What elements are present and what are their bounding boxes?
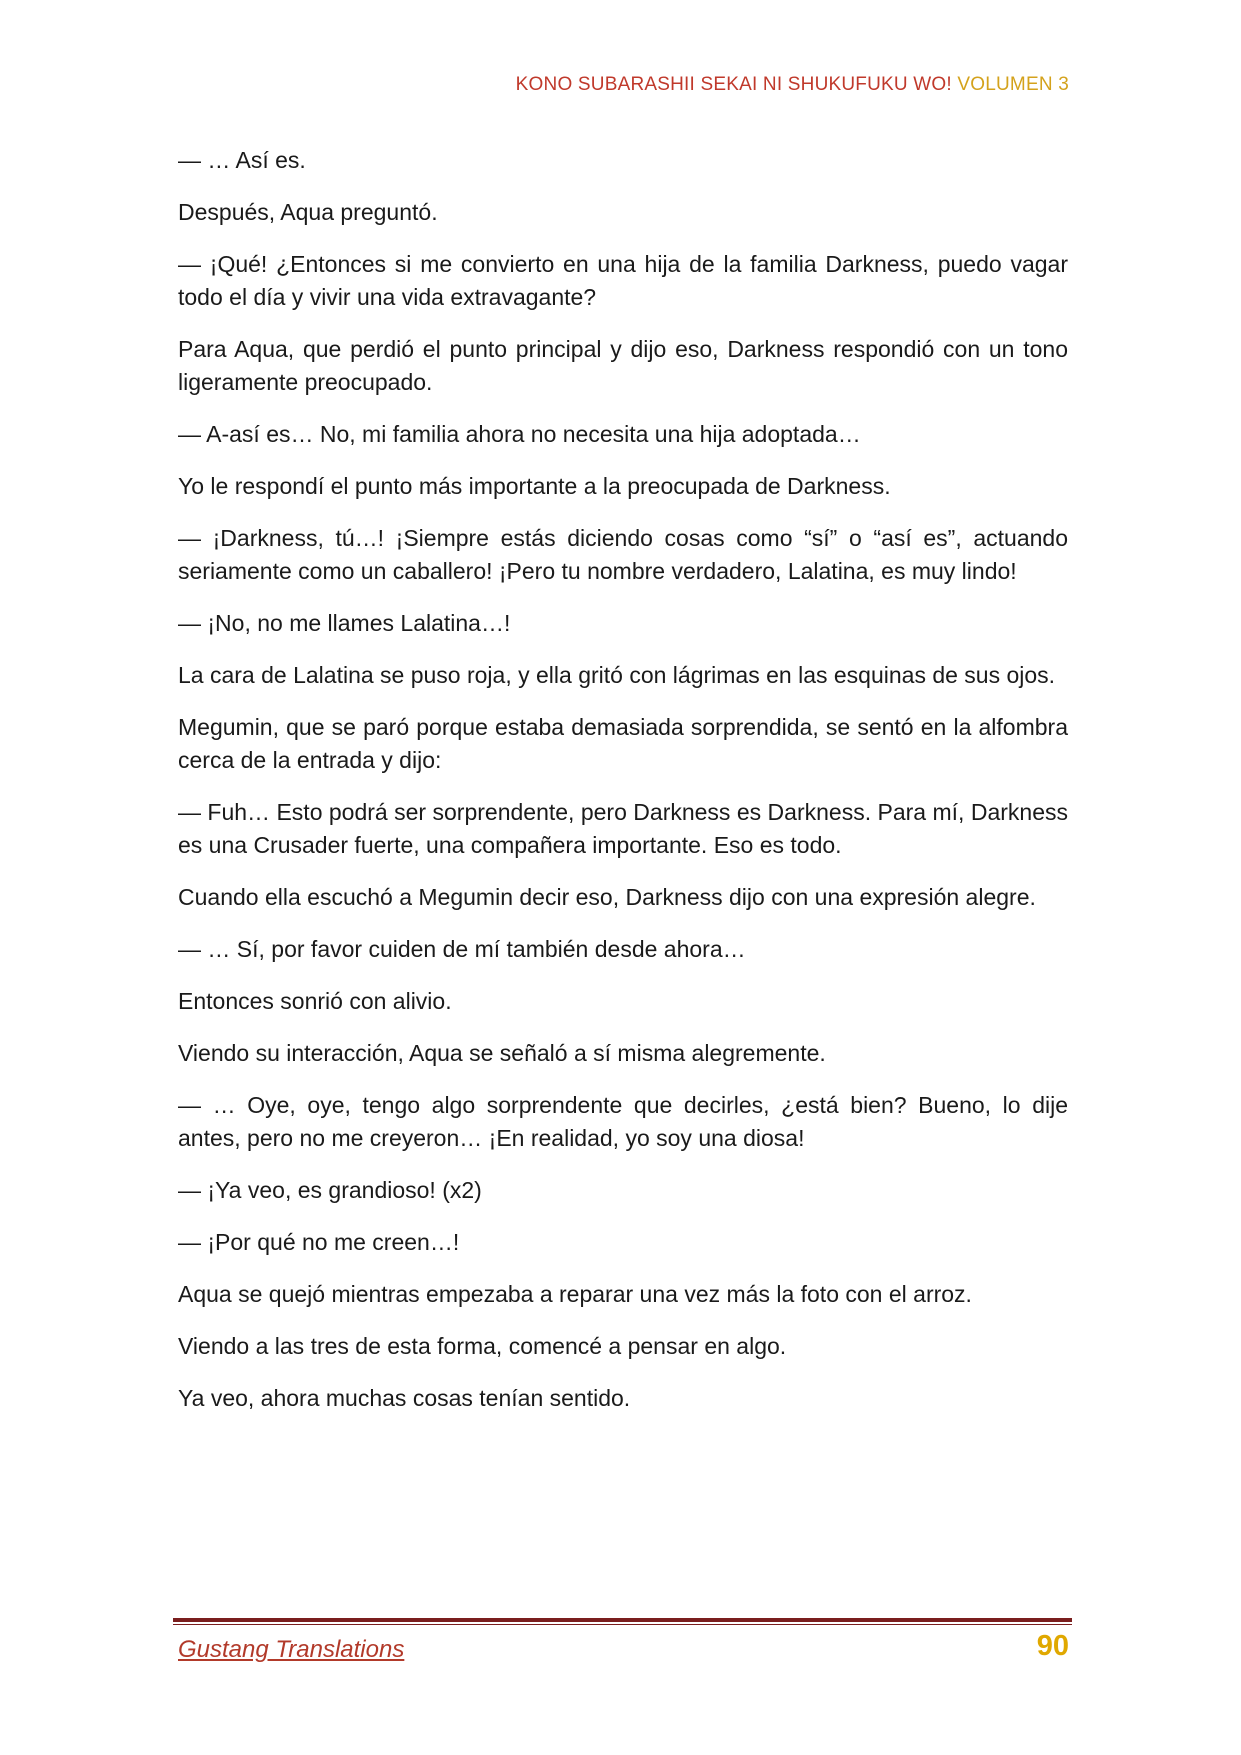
running-header	[516, 74, 1069, 96]
paragraph: Viendo a las tres de esta forma, comencé a pensar en algo.	[178, 1333, 787, 1359]
page-body	[178, 144, 1068, 1434]
paragraph: — ¡Ya veo, es grandioso! (x2)	[178, 1177, 482, 1203]
paragraph: Después, Aqua preguntó.	[178, 199, 438, 225]
footer-divider-thin	[173, 1624, 1072, 1625]
paragraph: — ¡Qué! ¿Entonces si me convierto en una hija de la familia Darkness, puedo vagar todo el día y vivir una vida extravagante?	[178, 251, 1068, 310]
paragraph: — … Así es.	[178, 147, 306, 173]
paragraph: — ¡Por qué no me creen…!	[178, 1229, 460, 1255]
paragraph: Yo le respondí el punto más importante a la preocupada de Darkness.	[178, 473, 891, 499]
paragraph: La cara de Lalatina se puso roja, y ella gritó con lágrimas en las esquinas de sus ojos.	[178, 662, 1056, 688]
paragraph: Megumin, que se paró porque estaba demasiada sorprendida, se sentó en la alfombra cerca de la entrada y dijo:	[178, 714, 1068, 773]
paragraph: Entonces sonrió con alivio.	[178, 988, 452, 1014]
page-number: 90	[1036, 1630, 1069, 1662]
footer-credit: Gustang Translations	[178, 1636, 405, 1663]
paragraph: Aqua se quejó mientras empezaba a reparar una vez más la foto con el arroz.	[178, 1281, 972, 1307]
paragraph: Ya veo, ahora muchas cosas tenían sentido.	[178, 1385, 631, 1411]
paragraph: — ¡No, no me llames Lalatina…!	[178, 610, 511, 636]
header-volume: VOLUMEN 3	[957, 74, 1069, 95]
paragraph: Viendo su interacción, Aqua se señaló a sí misma alegremente.	[178, 1040, 826, 1066]
footer-divider	[173, 1618, 1072, 1625]
paragraph: — Fuh… Esto podrá ser sorprendente, pero Darkness es Darkness. Para mí, Darkness es una Crusader fuerte, una compañera importante. Eso es todo.	[178, 799, 1068, 858]
paragraph: — ¡Darkness, tú…! ¡Siempre estás diciendo cosas como “sí” o “así es”, actuando seriamente como un caballero! ¡Pero tu nombre verdadero, Lalatina, es muy lindo!	[178, 525, 1068, 584]
paragraph: Para Aqua, que perdió el punto principal y dijo eso, Darkness respondió con un tono ligeramente preocupado.	[178, 336, 1068, 395]
paragraph: — … Oye, oye, tengo algo sorprendente que decirles, ¿está bien? Bueno, lo dije antes, pero no me creyeron… ¡En realidad, yo soy una diosa!	[178, 1092, 1068, 1151]
paragraph: — … Sí, por favor cuiden de mí también desde ahora…	[178, 936, 746, 962]
paragraph: Cuando ella escuchó a Megumin decir eso, Darkness dijo con una expresión alegre.	[178, 884, 1036, 910]
header-series-title: KONO SUBARASHII SEKAI NI SHUKUFUKU WO!	[515, 74, 952, 95]
footer-divider-thick	[173, 1618, 1072, 1622]
paragraph: — A-así es… No, mi familia ahora no necesita una hija adoptada…	[178, 421, 861, 447]
